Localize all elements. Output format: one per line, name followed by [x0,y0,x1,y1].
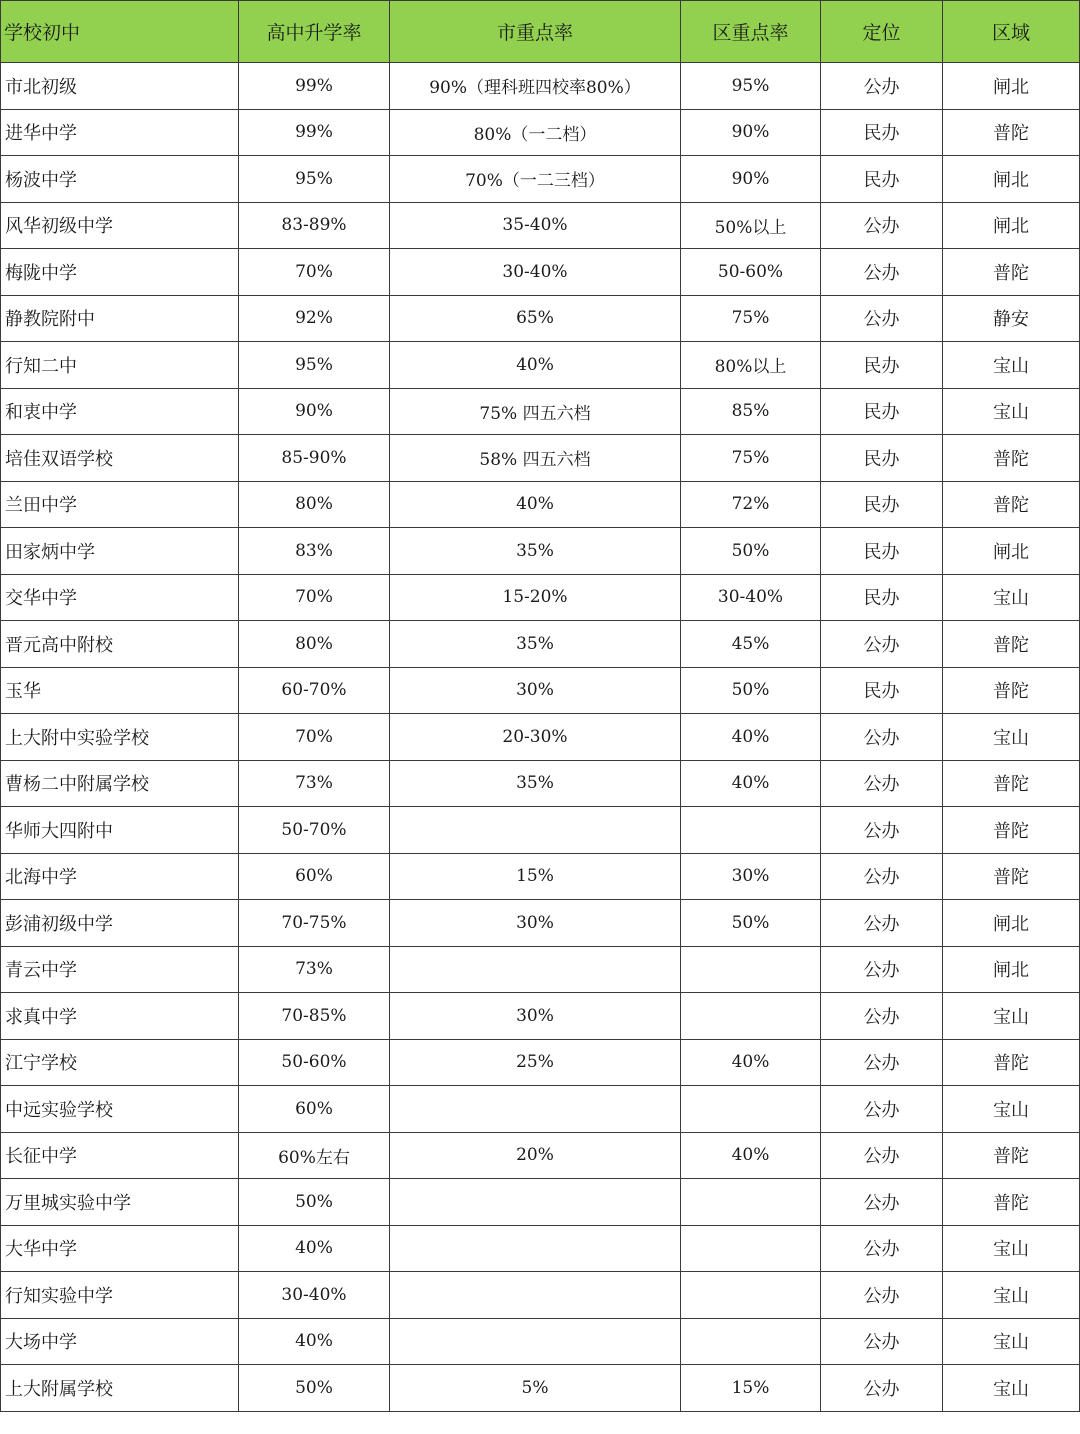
school-name-cell: 晋元高中附校 [1,621,239,668]
type-cell: 公办 [821,295,943,342]
school-name-cell: 市北初级 [1,63,239,110]
highschool-rate-cell: 70-85% [239,993,390,1040]
table-row [1,156,1080,203]
district-key-rate-cell: 50%以上 [681,202,821,249]
table-row [1,1086,1080,1133]
header-city-key-rate: 市重点率 [390,1,681,63]
district-key-rate-cell: 72% [681,481,821,528]
district-cell: 普陀 [943,481,1080,528]
district-cell: 闸北 [943,63,1080,110]
district-cell: 闸北 [943,946,1080,993]
type-cell: 公办 [821,1179,943,1226]
city-key-rate-cell [390,1318,681,1365]
highschool-rate-cell: 95% [239,156,390,203]
table-row [1,714,1080,761]
city-key-rate-cell: 35% [390,621,681,668]
table-row [1,249,1080,296]
type-cell: 公办 [821,1272,943,1319]
table-row [1,993,1080,1040]
district-key-rate-cell: 50% [681,667,821,714]
district-cell: 宝山 [943,1365,1080,1412]
type-cell: 民办 [821,481,943,528]
district-cell: 闸北 [943,900,1080,947]
table-row [1,388,1080,435]
highschool-rate-cell: 83-89% [239,202,390,249]
school-name-cell: 大华中学 [1,1225,239,1272]
highschool-rate-cell: 73% [239,946,390,993]
school-name-cell: 和衷中学 [1,388,239,435]
school-name-cell: 风华初级中学 [1,202,239,249]
district-cell: 普陀 [943,1179,1080,1226]
district-key-rate-cell: 30-40% [681,574,821,621]
school-name-cell: 长征中学 [1,1132,239,1179]
highschool-rate-cell: 70-75% [239,900,390,947]
highschool-rate-cell: 30-40% [239,1272,390,1319]
city-key-rate-cell: 35% [390,528,681,575]
city-key-rate-cell [390,1272,681,1319]
city-key-rate-cell: 40% [390,481,681,528]
type-cell: 公办 [821,807,943,854]
city-key-rate-cell: 20-30% [390,714,681,761]
district-cell: 宝山 [943,1318,1080,1365]
district-key-rate-cell: 40% [681,760,821,807]
school-name-cell: 上大附属学校 [1,1365,239,1412]
district-key-rate-cell: 50% [681,528,821,575]
type-cell: 公办 [821,63,943,110]
header-highschool-rate: 高中升学率 [239,1,390,63]
city-key-rate-cell: 20% [390,1132,681,1179]
district-cell: 宝山 [943,714,1080,761]
city-key-rate-cell: 35% [390,760,681,807]
table-row [1,667,1080,714]
district-cell: 普陀 [943,667,1080,714]
district-key-rate-cell: 90% [681,109,821,156]
school-name-cell: 梅陇中学 [1,249,239,296]
table-row [1,342,1080,389]
type-cell: 公办 [821,993,943,1040]
city-key-rate-cell: 40% [390,342,681,389]
district-cell: 普陀 [943,435,1080,482]
city-key-rate-cell: 65% [390,295,681,342]
highschool-rate-cell: 90% [239,388,390,435]
table-row [1,1132,1080,1179]
type-cell: 公办 [821,946,943,993]
highschool-rate-cell: 50% [239,1179,390,1226]
district-cell: 闸北 [943,528,1080,575]
school-name-cell: 培佳双语学校 [1,435,239,482]
table-row [1,1318,1080,1365]
district-key-rate-cell: 40% [681,714,821,761]
type-cell: 民办 [821,388,943,435]
school-name-cell: 中远实验学校 [1,1086,239,1133]
city-key-rate-cell [390,946,681,993]
city-key-rate-cell: 15-20% [390,574,681,621]
highschool-rate-cell: 40% [239,1318,390,1365]
header-row [1,1,1080,63]
district-cell: 普陀 [943,760,1080,807]
table-row [1,1179,1080,1226]
type-cell: 公办 [821,1086,943,1133]
district-cell: 普陀 [943,853,1080,900]
type-cell: 公办 [821,1132,943,1179]
table-body [1,63,1080,1412]
highschool-rate-cell: 99% [239,109,390,156]
type-cell: 公办 [821,760,943,807]
city-key-rate-cell: 35-40% [390,202,681,249]
district-key-rate-cell [681,1272,821,1319]
table-row [1,528,1080,575]
district-cell: 普陀 [943,1132,1080,1179]
district-key-rate-cell [681,1225,821,1272]
school-name-cell: 玉华 [1,667,239,714]
type-cell: 公办 [821,621,943,668]
table-row [1,435,1080,482]
city-key-rate-cell: 30% [390,667,681,714]
table-row [1,1039,1080,1086]
school-name-cell: 田家炳中学 [1,528,239,575]
district-key-rate-cell: 50-60% [681,249,821,296]
table-row [1,574,1080,621]
header-type: 定位 [821,1,943,63]
highschool-rate-cell: 70% [239,249,390,296]
type-cell: 民办 [821,342,943,389]
highschool-rate-cell: 70% [239,574,390,621]
table-header [1,1,1080,63]
district-cell: 宝山 [943,1225,1080,1272]
district-key-rate-cell: 90% [681,156,821,203]
city-key-rate-cell: 5% [390,1365,681,1412]
type-cell: 民办 [821,574,943,621]
school-name-cell: 北海中学 [1,853,239,900]
type-cell: 公办 [821,1318,943,1365]
district-key-rate-cell: 50% [681,900,821,947]
header-school: 学校初中 [1,1,239,63]
school-name-cell: 行知二中 [1,342,239,389]
district-key-rate-cell: 75% [681,435,821,482]
district-key-rate-cell [681,1086,821,1133]
table-row [1,1365,1080,1412]
highschool-rate-cell: 92% [239,295,390,342]
district-key-rate-cell: 40% [681,1132,821,1179]
table-row [1,109,1080,156]
district-key-rate-cell [681,1318,821,1365]
city-key-rate-cell: 30% [390,900,681,947]
district-key-rate-cell [681,993,821,1040]
table-row [1,1225,1080,1272]
type-cell: 公办 [821,249,943,296]
city-key-rate-cell: 75% 四五六档 [390,388,681,435]
type-cell: 公办 [821,714,943,761]
highschool-rate-cell: 60% [239,853,390,900]
highschool-rate-cell: 83% [239,528,390,575]
school-name-cell: 大场中学 [1,1318,239,1365]
type-cell: 公办 [821,853,943,900]
highschool-rate-cell: 60-70% [239,667,390,714]
district-key-rate-cell [681,807,821,854]
district-cell: 普陀 [943,621,1080,668]
school-name-cell: 兰田中学 [1,481,239,528]
district-key-rate-cell: 95% [681,63,821,110]
district-cell: 宝山 [943,342,1080,389]
table-row [1,900,1080,947]
highschool-rate-cell: 85-90% [239,435,390,482]
type-cell: 公办 [821,900,943,947]
city-key-rate-cell [390,1179,681,1226]
district-cell: 普陀 [943,249,1080,296]
city-key-rate-cell: 25% [390,1039,681,1086]
table-row [1,63,1080,110]
district-key-rate-cell: 85% [681,388,821,435]
table-row [1,295,1080,342]
district-cell: 宝山 [943,388,1080,435]
district-key-rate-cell: 80%以上 [681,342,821,389]
type-cell: 公办 [821,1039,943,1086]
table-row [1,481,1080,528]
header-district: 区域 [943,1,1080,63]
district-key-rate-cell: 75% [681,295,821,342]
city-key-rate-cell: 15% [390,853,681,900]
district-cell: 闸北 [943,202,1080,249]
header-district-key-rate: 区重点率 [681,1,821,63]
district-cell: 宝山 [943,1086,1080,1133]
table-row [1,202,1080,249]
school-name-cell: 求真中学 [1,993,239,1040]
type-cell: 民办 [821,109,943,156]
table-row [1,853,1080,900]
highschool-rate-cell: 40% [239,1225,390,1272]
school-name-cell: 江宁学校 [1,1039,239,1086]
highschool-rate-cell: 73% [239,760,390,807]
city-key-rate-cell: 58% 四五六档 [390,435,681,482]
highschool-rate-cell: 50-60% [239,1039,390,1086]
type-cell: 公办 [821,1365,943,1412]
type-cell: 公办 [821,202,943,249]
school-name-cell: 彭浦初级中学 [1,900,239,947]
highschool-rate-cell: 50-70% [239,807,390,854]
city-key-rate-cell: 30% [390,993,681,1040]
city-key-rate-cell: 90%（理科班四校率80%） [390,63,681,110]
district-key-rate-cell: 40% [681,1039,821,1086]
table-row [1,946,1080,993]
table-row [1,760,1080,807]
district-cell: 普陀 [943,109,1080,156]
district-cell: 宝山 [943,1272,1080,1319]
district-key-rate-cell [681,1179,821,1226]
highschool-rate-cell: 95% [239,342,390,389]
type-cell: 民办 [821,528,943,575]
highschool-rate-cell: 50% [239,1365,390,1412]
district-key-rate-cell [681,946,821,993]
district-cell: 宝山 [943,574,1080,621]
city-key-rate-cell: 80%（一二档） [390,109,681,156]
district-key-rate-cell: 15% [681,1365,821,1412]
type-cell: 公办 [821,1225,943,1272]
city-key-rate-cell [390,1225,681,1272]
district-key-rate-cell: 45% [681,621,821,668]
district-cell: 宝山 [943,993,1080,1040]
school-name-cell: 曹杨二中附属学校 [1,760,239,807]
school-name-cell: 杨波中学 [1,156,239,203]
district-cell: 普陀 [943,807,1080,854]
school-name-cell: 上大附中实验学校 [1,714,239,761]
table-row [1,621,1080,668]
highschool-rate-cell: 99% [239,63,390,110]
school-name-cell: 华师大四附中 [1,807,239,854]
table-row [1,807,1080,854]
type-cell: 民办 [821,435,943,482]
school-name-cell: 交华中学 [1,574,239,621]
type-cell: 民办 [821,667,943,714]
school-name-cell: 行知实验中学 [1,1272,239,1319]
city-key-rate-cell [390,1086,681,1133]
type-cell: 民办 [821,156,943,203]
city-key-rate-cell: 30-40% [390,249,681,296]
school-name-cell: 进华中学 [1,109,239,156]
highschool-rate-cell: 60% [239,1086,390,1133]
district-cell: 闸北 [943,156,1080,203]
highschool-rate-cell: 70% [239,714,390,761]
school-name-cell: 万里城实验中学 [1,1179,239,1226]
school-name-cell: 青云中学 [1,946,239,993]
city-key-rate-cell [390,807,681,854]
table-row [1,1272,1080,1319]
highschool-rate-cell: 80% [239,621,390,668]
school-name-cell: 静教院附中 [1,295,239,342]
city-key-rate-cell: 70%（一二三档） [390,156,681,203]
district-key-rate-cell: 30% [681,853,821,900]
district-cell: 普陀 [943,1039,1080,1086]
highschool-rate-cell: 80% [239,481,390,528]
highschool-rate-cell: 60%左右 [239,1132,390,1179]
district-cell: 静安 [943,295,1080,342]
